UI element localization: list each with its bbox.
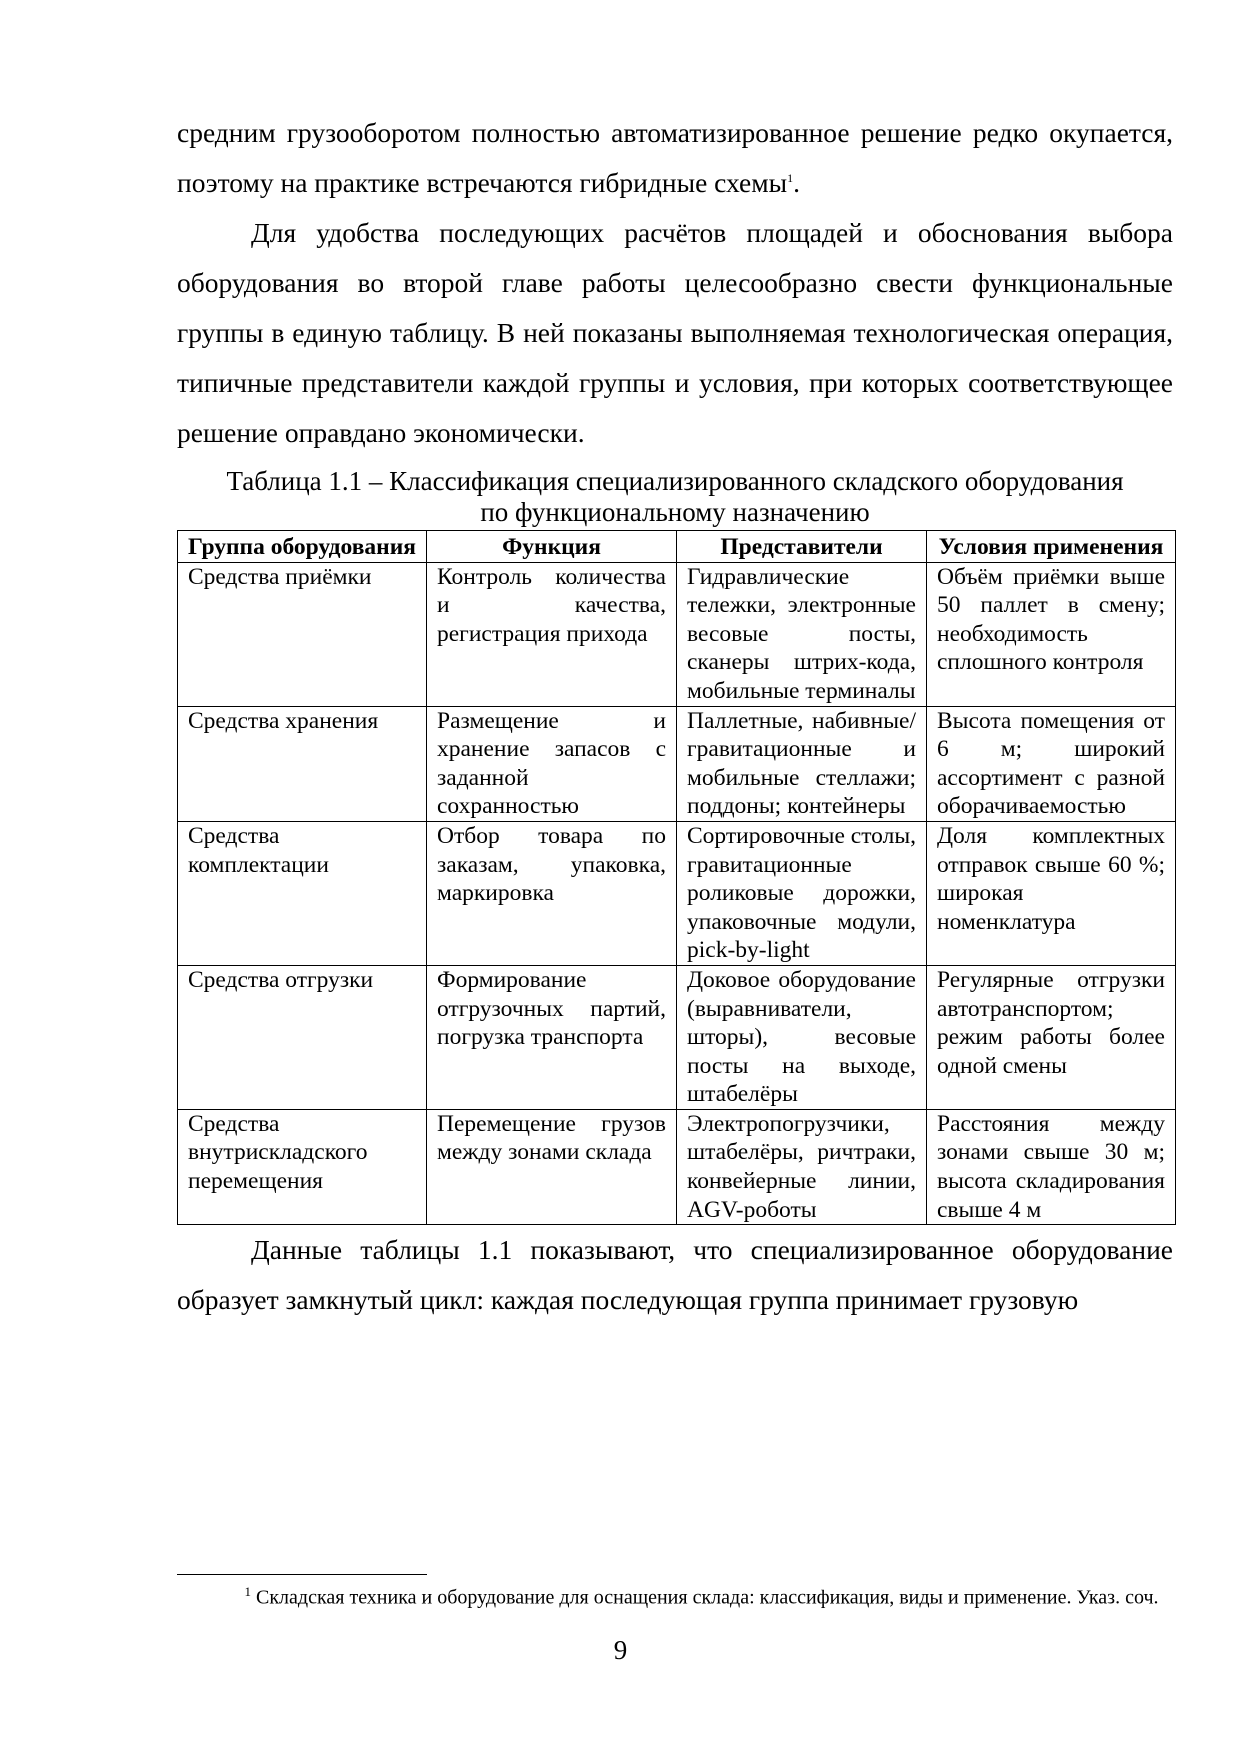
cell-representatives: Сортировочные столы, гравитационные роликовые дорожки, упаковочные модули, pick-by-light <box>677 821 927 965</box>
header-group: Группа оборудования <box>178 531 427 563</box>
classification-table <box>177 530 1176 1225</box>
cell-function: Контроль количества и качества, регистрация прихода <box>427 562 677 706</box>
footnote-separator <box>177 1574 427 1575</box>
cell-representatives: Доковое оборудование (выравниватели, шторы), весовые посты на выходе, штабелёры <box>677 965 927 1109</box>
table-row <box>178 562 1176 706</box>
cell-group: Средства хранения <box>178 706 427 821</box>
cell-conditions: Регулярные отгрузки автотранспортом; режим работы более одной смены <box>927 965 1176 1109</box>
paragraph-1-text: средним грузооборотом полностью автоматизированное решение редко окупается, поэтому на практике встречаются гибридные схемы <box>177 117 1173 198</box>
cell-group: Средства приёмки <box>178 562 427 706</box>
footnote-reference: 1 <box>787 170 794 185</box>
cell-function: Перемещение грузов между зонами склада <box>427 1109 677 1224</box>
cell-conditions: Доля комплектных отправок свыше 60 %; широкая номенклатура <box>927 821 1176 965</box>
table-row <box>178 1109 1176 1224</box>
cell-conditions: Расстояния между зонами свыше 30 м; высота складирования свыше 4 м <box>927 1109 1176 1224</box>
table-header-row <box>178 531 1176 563</box>
header-representatives: Представители <box>677 531 927 563</box>
header-function: Функция <box>427 531 677 563</box>
table-row <box>178 965 1176 1109</box>
table-caption-line-1: Таблица 1.1 – Классификация специализированного складского оборудования <box>226 466 1124 496</box>
cell-representatives: Электропогрузчики, штабелёры, ричтраки, конвейерные линии, AGV-роботы <box>677 1109 927 1224</box>
table-caption-line-2: по функциональному назначению <box>480 497 870 527</box>
cell-group: Средства отгрузки <box>178 965 427 1109</box>
cell-group: Средства комплектации <box>178 821 427 965</box>
page-number: 9 <box>613 1635 628 1665</box>
footnote-marker <box>177 1578 251 1612</box>
cell-group: Средства внутрискладского перемещения <box>178 1109 427 1224</box>
cell-representatives: Гидравлические тележки, электронные весовые посты, сканеры штрих-кода, мобильные терминалы <box>677 562 927 706</box>
cell-representatives: Паллетные, набивные/гравитационные и мобильные стеллажи; поддоны; контейнеры <box>677 706 927 821</box>
paragraph-3: Данные таблицы 1.1 показывают, что специализированное оборудование образует замкнутый цикл: каждая последующая группа принимает грузовую <box>177 1234 1173 1316</box>
paragraph-1 <box>177 108 1173 208</box>
footnote-number: 1 <box>244 1584 251 1599</box>
page-content <box>177 108 1173 1325</box>
paragraph-1-end: . <box>793 167 801 198</box>
cell-function: Отбор товара по заказам, упаковка, маркировка <box>427 821 677 965</box>
cell-conditions: Объём приёмки выше 50 паллет в смену; необходимость сплошного контроля <box>927 562 1176 706</box>
cell-function: Формирование отгрузочных партий, погрузка транспорта <box>427 965 677 1109</box>
footnote-text: Складская техника и оборудование для оснащения склада: классификация, виды и применение. Указ. соч. <box>256 1586 1159 1609</box>
footnote <box>177 1578 1173 1612</box>
cell-conditions: Высота помещения от 6 м; широкий ассортимент с разной оборачиваемостью <box>927 706 1176 821</box>
table-row <box>178 821 1176 965</box>
cell-function: Размещение и хранение запасов с заданной сохранностью <box>427 706 677 821</box>
paragraph-2: Для удобства последующих расчётов площадей и обоснования выбора оборудования во второй главе работы целесообразно свести функциональные группы в единую таблицу. В ней показаны выполняемая технологическая операция, типичные представители каждой группы и условия, при которых соответствующее решение оправдано экономически. <box>177 217 1173 448</box>
header-conditions: Условия применения <box>927 531 1176 563</box>
table-caption <box>177 466 1173 528</box>
table-row <box>178 706 1176 821</box>
